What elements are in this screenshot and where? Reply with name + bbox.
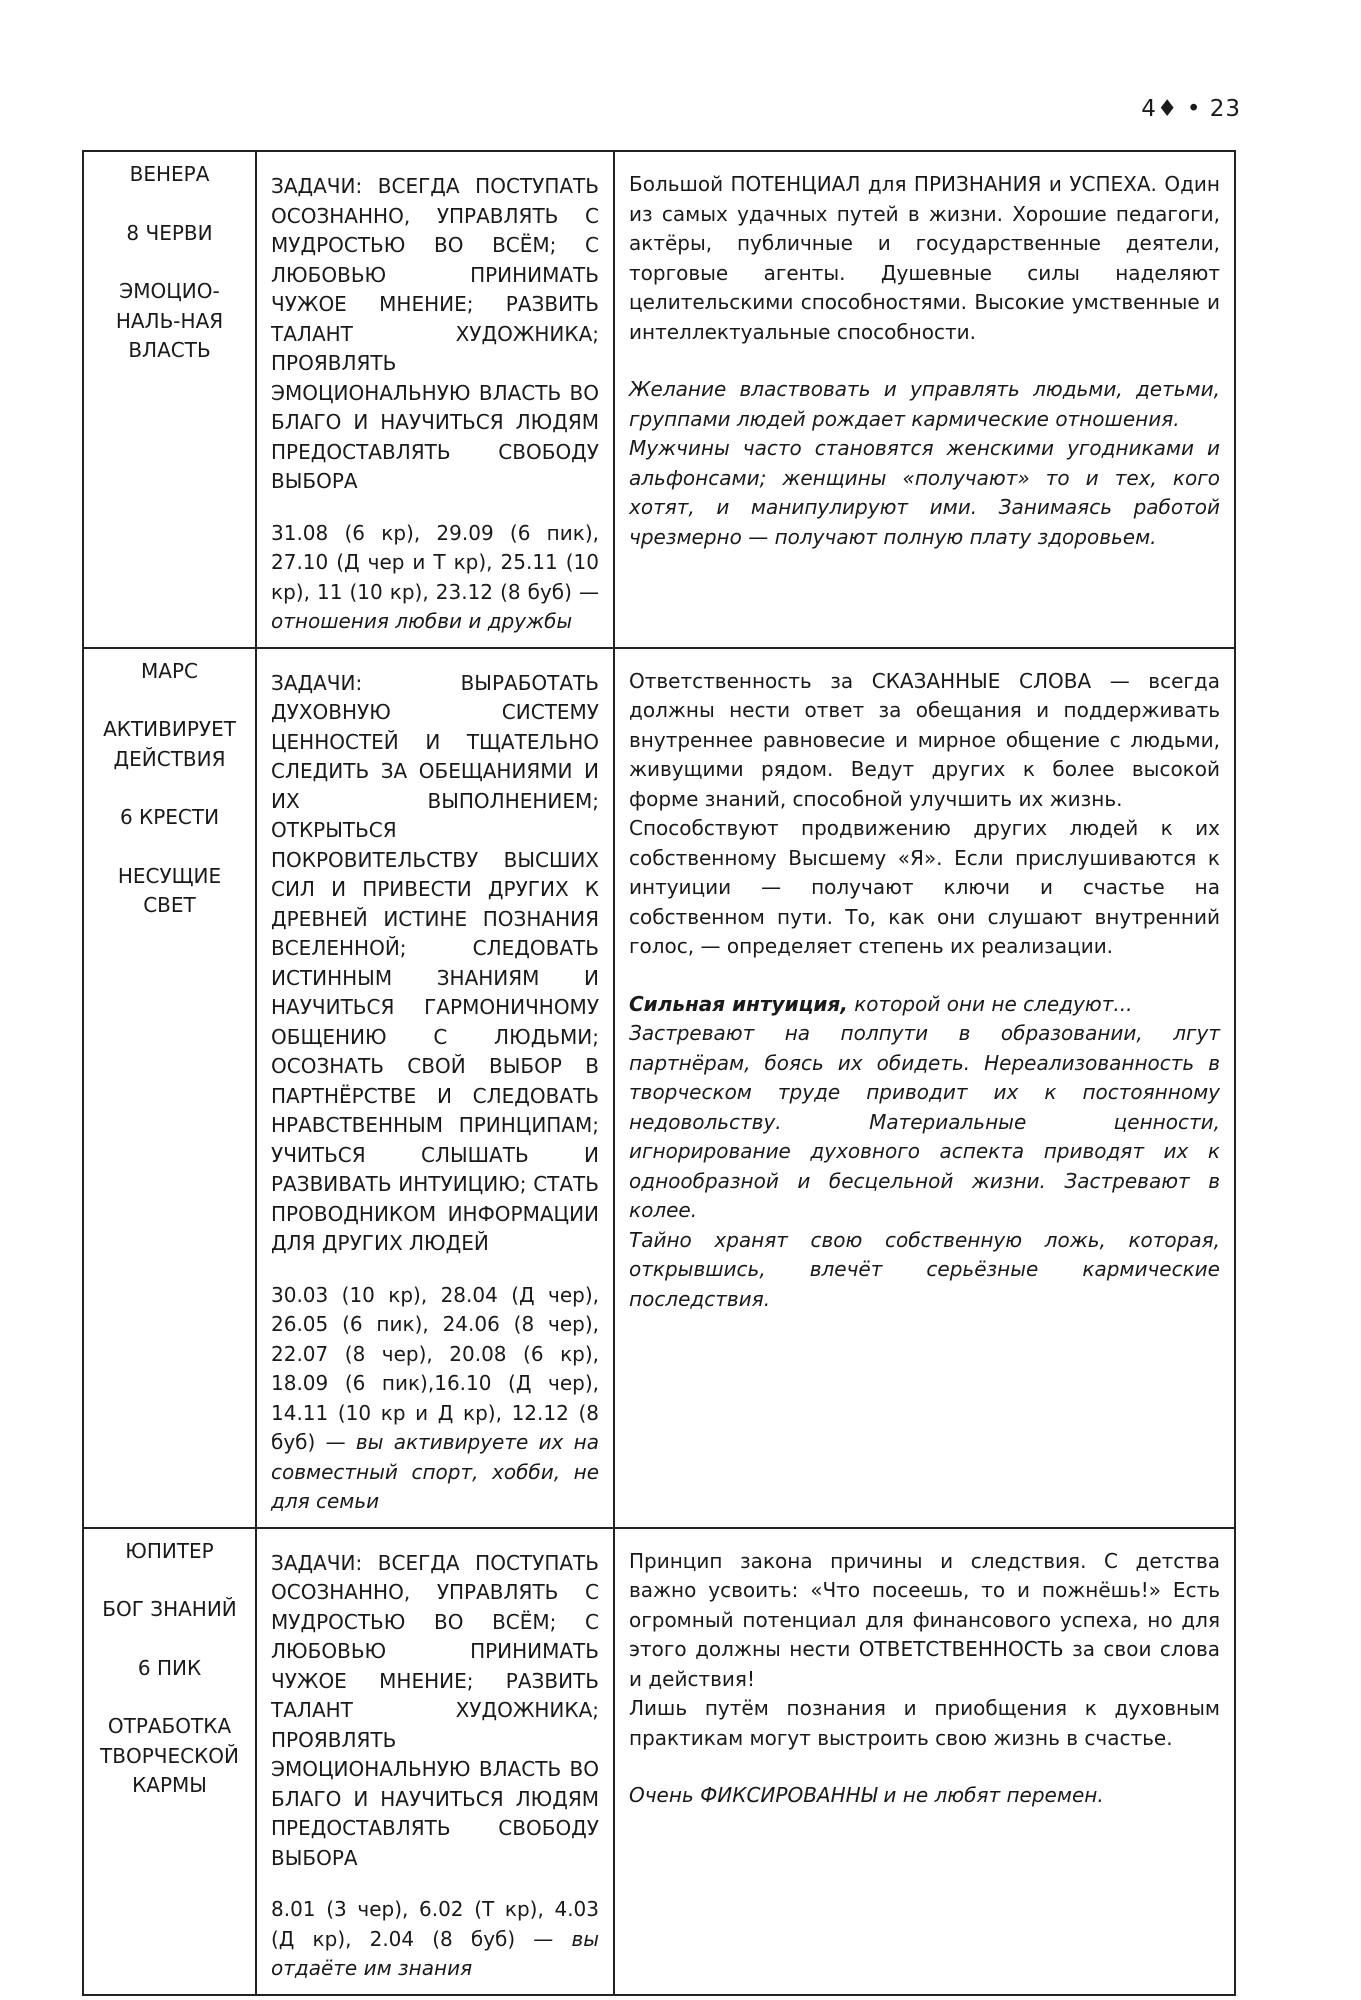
description-emphasis [629,990,1220,1020]
tasks-text: ЗАДАЧИ: ВСЕГДА ПОСТУПАТЬ ОСОЗНАННО, УПРАВЛЯТЬ С МУДРОСТЬЮ ВО ВСЁМ; С ЛЮБОВЬЮ ПРИНИМАТЬ ЧУЖОЕ МНЕНИЕ; РАЗВИТЬ ТАЛАНТ ХУДОЖНИКА; ПРОЯВЛЯТЬ ЭМОЦИОНАЛЬНУЮ ВЛАСТЬ ВО БЛАГО И НАУЧИТЬСЯ ЛЮДЯМ ПРЕДОСТАВЛЯТЬ СВОБОДУ ВЫБОРА [271,174,599,493]
planet-subtitle: ОТРАБОТКА ТВОРЧЕСКОЙ КАРМЫ [100,1714,239,1797]
table-row [83,648,1235,1528]
planet-subtitle: АКТИВИРУЕТ ДЕЙСТВИЯ [103,717,236,771]
description-italic: Застревают на полпути в образовании, лгут партнёрам, боясь их обидеть. Нереализованность в творческом труде приводит их к постоянному недовольству. Материальные ценности, игнорирование духовного аспекта приводят их к однообразной и бесцельной жизни. Застревают в колее. [629,1021,1220,1222]
planet-cell [83,151,256,648]
planet-name: ЮПИТЕР [125,1538,214,1563]
description-cell [614,1528,1235,1995]
planets-table [82,150,1236,1996]
table-row [83,1528,1235,1995]
dates-list: 30.03 (10 кр), 28.04 (Д чер), 26.05 (6 пик), 24.06 (8 чер), 22.07 (8 чер), 20.08 (6 кр), 18.09 (6 пик),16.10 (Д чер), 14.11 (10 кр и Д кр), 12.12 (8 буб) — [271,1282,599,1454]
dates-note: отношения любви и дружбы [271,609,573,633]
dates-text [271,1281,599,1517]
description-cell [614,648,1235,1528]
description-main: Лишь путём познания и приобщения к духовным практикам могут выстроить свою жизнь в счастье. [629,1696,1220,1750]
dates-note: вы отдаёте им знания [271,1926,600,1980]
table-row [83,151,1235,648]
tasks-cell [256,1528,614,1995]
planet-subtitle: ЭМОЦИО-НАЛЬ-НАЯ ВЛАСТЬ [115,279,224,362]
tasks-text: ЗАДАЧИ: ВСЕГДА ПОСТУПАТЬ ОСОЗНАННО, УПРАВЛЯТЬ С МУДРОСТЬЮ ВО ВСЁМ; С ЛЮБОВЬЮ ПРИНИМАТЬ ЧУЖОЕ МНЕНИЕ; РАЗВИТЬ ТАЛАНТ ХУДОЖНИКА; ПРОЯВЛЯТЬ ЭМОЦИОНАЛЬНУЮ ВЛАСТЬ ВО БЛАГО И НАУЧИТЬСЯ ЛЮДЯМ ПРЕДОСТАВЛЯТЬ СВОБОДУ ВЫБОРА [271,1550,599,1870]
planet-name: ВЕНЕРА [129,162,210,186]
description-main: Большой ПОТЕНЦИАЛ для ПРИЗНАНИЯ и УСПЕХА. Один из самых удачных путей в жизни. Хорошие педагоги, актёры, публичные и государственные деятели, торговые агенты. Душевные силы наделяют целительскими способностями. Высокие умственные и интеллектуальные способности. [629,172,1220,344]
planet-cell [83,1528,256,1995]
planet-cell [83,648,256,1528]
tasks-cell [256,648,614,1528]
description-main: Принцип закона причины и следствия. С детства важно усвоить: «Что посеешь, то и пожнёшь!» Есть огромный потенциал для финансового успеха, но для этого должны нести ОТВЕТСТВЕННОСТЬ за свои слова и действия! [629,1548,1220,1691]
dates-list: 31.08 (6 кр), 29.09 (6 пик), 27.10 (Д чер и Т кр), 25.11 (10 кр), 11 (10 кр), 23.12 (8 буб) — [271,520,599,604]
description-italic: Тайно хранят свою собственную ложь, которая, открывшись, влечёт серьёзные кармические последствия. [629,1227,1220,1311]
planet-subtitle: БОГ ЗНАНИЙ [102,1597,237,1621]
description-main: Способствуют продвижению других людей к их собственному Высшему «Я». Если прислушиваются к интуиции — получают ключи и счастье на собственном пути. То, как они слушают внутренний голос, — определяет степень их реализации. [629,816,1220,958]
description-cell [614,151,1235,648]
planet-card: 6 ПИК [137,1655,202,1680]
description-italic: Желание властвовать и управлять людьми, детьми, группами людей рождает кармические отношения. [629,377,1220,431]
description-bold: Сильная интуиция, [629,991,848,1016]
description-italic: Очень ФИКСИРОВАННЫ и не любят перемен. [629,1783,1104,1807]
description-bold-tail: которой они не следуют... [854,991,1133,1016]
planet-card: 6 КРЕСТИ [119,805,220,829]
dates-note: вы активируете их на совместный спорт, хобби, не для семьи [271,1430,599,1513]
tasks-cell [256,151,614,648]
dates-list: 8.01 (3 чер), 6.02 (Т кр), 4.03 (Д кр), 2.04 (8 буб) — [271,1897,599,1951]
planet-name: МАРС [141,658,198,683]
planet-subtitle: НЕСУЩИЕ СВЕТ [117,863,222,917]
dates-text [271,519,599,637]
dates-text [271,1895,599,1984]
tasks-text: ЗАДАЧИ: ВЫРАБОТАТЬ ДУХОВНУЮ СИСТЕМУ ЦЕННОСТЕЙ И ТЩАТЕЛЬНО СЛЕДИТЬ ЗА ОБЕЩАНИЯМИ И ИХ ВЫПОЛНЕНИЕМ; ОТКРЫТЬСЯ ПОКРОВИТЕЛЬСТВУ ВЫСШИХ СИЛ И ПРИВЕСТИ ДРУГИХ К ДРЕВНЕЙ ИСТИНЕ ПОЗНАНИЯ ВСЕЛЕННОЙ; СЛЕДОВАТЬ ИСТИННЫМ ЗНАНИЯМ И НАУЧИТЬСЯ ГАРМОНИЧНОМУ ОБЩЕНИЮ С ЛЮДЬМИ; ОСОЗНАТЬ СВОЙ ВЫБОР В ПАРТНЁРСТВЕ И СЛЕДОВАТЬ НРАВСТВЕННЫМ ПРИНЦИПАМ; УЧИТЬСЯ СЛЫШАТЬ И РАЗВИВАТЬ ИНТУИЦИЮ; СТАТЬ ПРОВОДНИКОМ ИНФОРМАЦИИ ДЛЯ ДРУГИХ ЛЮДЕЙ [271,670,599,1255]
page-number: 4♦ • 23 [1141,96,1241,122]
planet-card: 8 ЧЕРВИ [126,220,213,245]
description-main: Ответственность за СКАЗАННЫЕ СЛОВА — всегда должны нести ответ за обещания и поддерживать внутреннее равновесие и мирное общение с людьми, живущими рядом. Ведут других к более высокой форме знаний, способной улучшить их жизнь. [629,668,1220,811]
description-italic: Мужчины часто становятся женскими угодниками и альфонсами; женщины «получают» то и тех, кого хотят, и манипулируют ими. Занимаясь работой чрезмерно — получают полную плату здоровьем. [629,436,1220,549]
